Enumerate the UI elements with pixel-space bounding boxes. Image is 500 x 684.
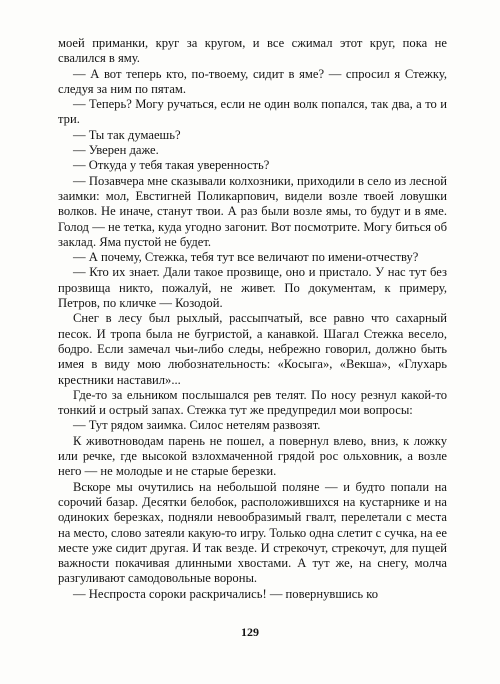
paragraph: — Уверен даже. — [73, 143, 159, 158]
paragraph: моей приманки, круг за кругом, и все сжимал этот круг, пока не свалился в яму. — [58, 36, 447, 66]
paragraph: — Тут рядом заимка. Силос нетелям развозят. — [73, 418, 321, 433]
paragraph: — Кто их знает. Дали такое прозвище, оно и пристало. У нас тут без прозвища никто, пожалуй, не живет. По документам, к примеру, Петров, по кличке — Козодой. — [58, 265, 447, 311]
paragraph: К животноводам парень не пошел, а повернул влево, вниз, к ложку или речке, где высокой взлохмаченной грядой рос ольховник, а возле него — не молодые и не старые березки. — [58, 433, 447, 479]
paragraph: — Ты так думаешь? — [73, 127, 181, 142]
paragraph: Снег в лесу был рыхлый, рассыпчатый, все равно что сахарный песок. И тропа была не бугристой, а канавкой. Шагал Стежка весело, бодро. Если замечал чьи-либо следы, небрежно говорил, должно быть имея в виду мою любознательность: «Косыга», «Векша», «Глухарь крестники наставил»... — [58, 311, 447, 387]
paragraph: — Позавчера мне сказывали колхозники, приходили в село из лесной заимки: мол, Евстигней Поликарпович, видели возле твоей ловушки волков. Не иначе, станут твои. А раз были возле ямы, то будут и в яме. Голод — не тетка, куда угодно загонит. Вот посмотрите. Могу биться об заклад. Яма пустой не будет. — [58, 173, 447, 249]
page-number: 129 — [241, 625, 259, 639]
page-text — [58, 36, 447, 602]
paragraph: — А вот теперь кто, по-твоему, сидит в яме? — спросил я Стежку, следуя за ним по пятам. — [58, 66, 447, 96]
paragraph: Вскоре мы очутились на небольшой поляне — и будто попали на сорочий базар. Десятки белобок, расположившихся на кустарнике и на одиноких березках, подняли невообразимый гвалт, перелетали с места на место, слово затеяли какую-то игру. Только одна слетит с сучка, на ее месте уже сидит другая. И так везде. И стрекочут, стрекочут, для пущей важности покачивая длинными хвостами. А тут же, на снегу, молча разгуливают самодовольные вороны. — [58, 479, 447, 586]
paragraph: — Неспроста сороки раскричались! — повернувшись ко — [73, 586, 379, 601]
paragraph: — А почему, Стежка, тебя тут все величают по имени-отчеству? — [73, 250, 419, 265]
paragraph: — Откуда у тебя такая уверенность? — [73, 158, 270, 173]
paragraph: Где-то за ельником послышался рев телят. По носу резнул какой-то тонкий и острый запах. Стежка тут же предупредил мои вопросы: — [58, 387, 447, 418]
paragraph: — Теперь? Могу ручаться, если не один волк попался, так два, а то и три. — [58, 97, 447, 127]
